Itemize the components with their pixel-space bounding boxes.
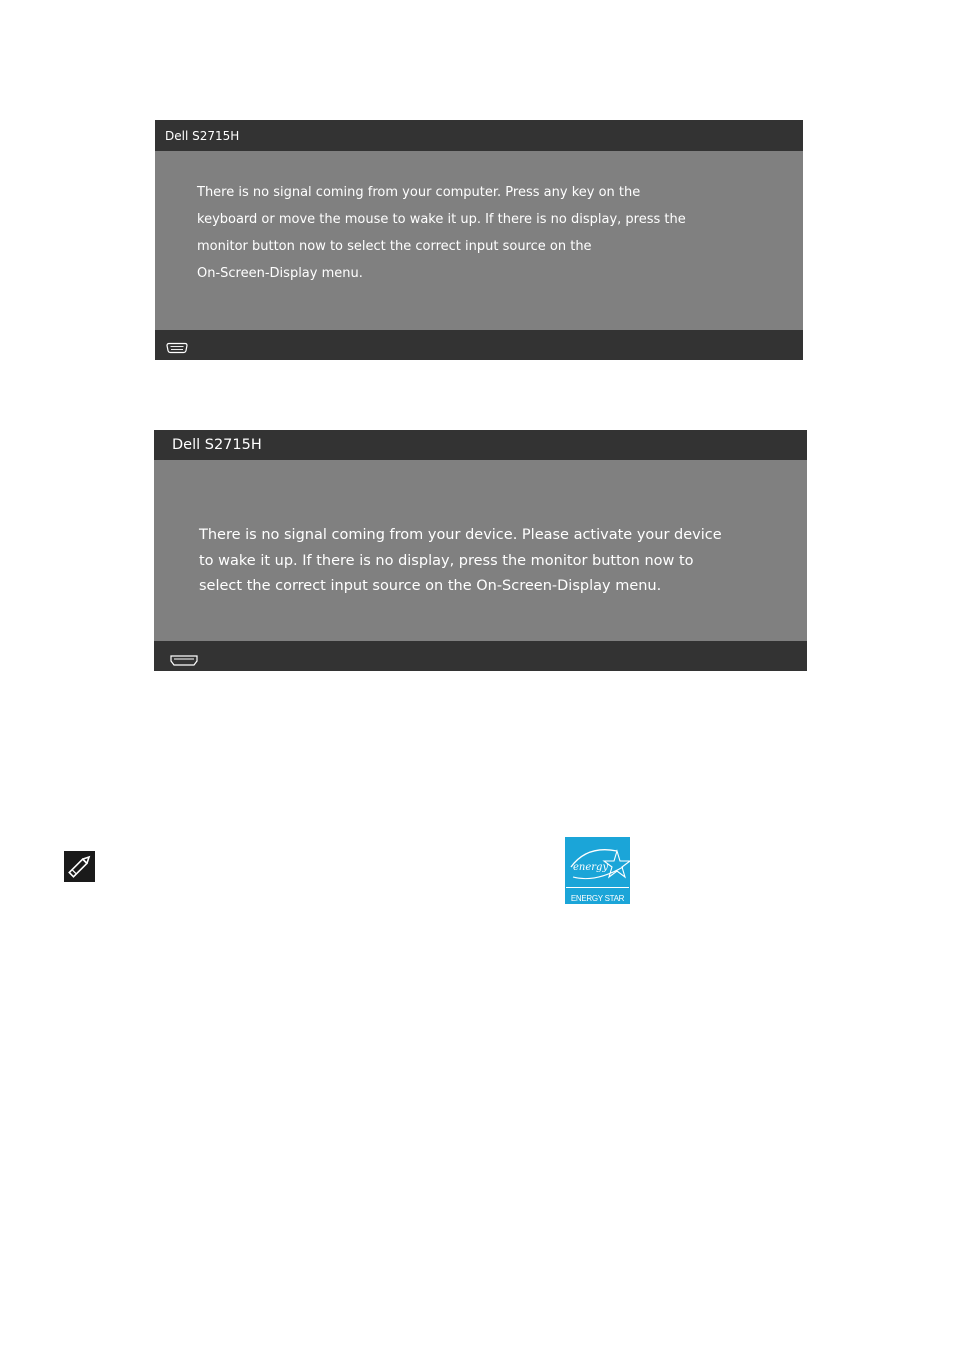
osd-title-bar bbox=[155, 120, 803, 151]
osd-message-line: keyboard or move the mouse to wake it up. If there is no display, press the bbox=[197, 212, 686, 227]
vga-port-icon bbox=[166, 339, 188, 358]
osd-message-line: monitor button now to select the correct input source on the bbox=[197, 239, 592, 254]
hdmi-port-icon bbox=[170, 651, 198, 670]
osd-message bbox=[154, 460, 807, 641]
osd-message bbox=[155, 151, 803, 330]
osd-message-line: On-Screen-Display menu. bbox=[197, 266, 363, 281]
osd-title: Dell S2715H bbox=[172, 437, 262, 453]
osd-message-line: There is no signal coming from your device. Please activate your device bbox=[199, 527, 722, 543]
osd-title: Dell S2715H bbox=[165, 128, 240, 143]
osd-footer-bar bbox=[154, 641, 807, 671]
osd-title-bar bbox=[154, 430, 807, 460]
energy-star-label: ENERGY STAR bbox=[570, 894, 625, 903]
no-signal-dialog-vga bbox=[155, 120, 803, 360]
osd-footer-bar bbox=[155, 330, 803, 360]
pencil-note-icon bbox=[64, 851, 95, 882]
energy-star-divider bbox=[566, 887, 629, 888]
no-signal-dialog-hdmi bbox=[154, 430, 807, 671]
osd-message-line: select the correct input source on the On-Screen-Display menu. bbox=[199, 578, 662, 594]
osd-message-line: to wake it up. If there is no display, press the monitor button now to bbox=[199, 552, 694, 569]
energy-script: energy bbox=[573, 862, 609, 873]
energy-star-logo bbox=[565, 837, 630, 904]
osd-message-line: There is no signal coming from your computer. Press any key on the bbox=[197, 185, 641, 200]
